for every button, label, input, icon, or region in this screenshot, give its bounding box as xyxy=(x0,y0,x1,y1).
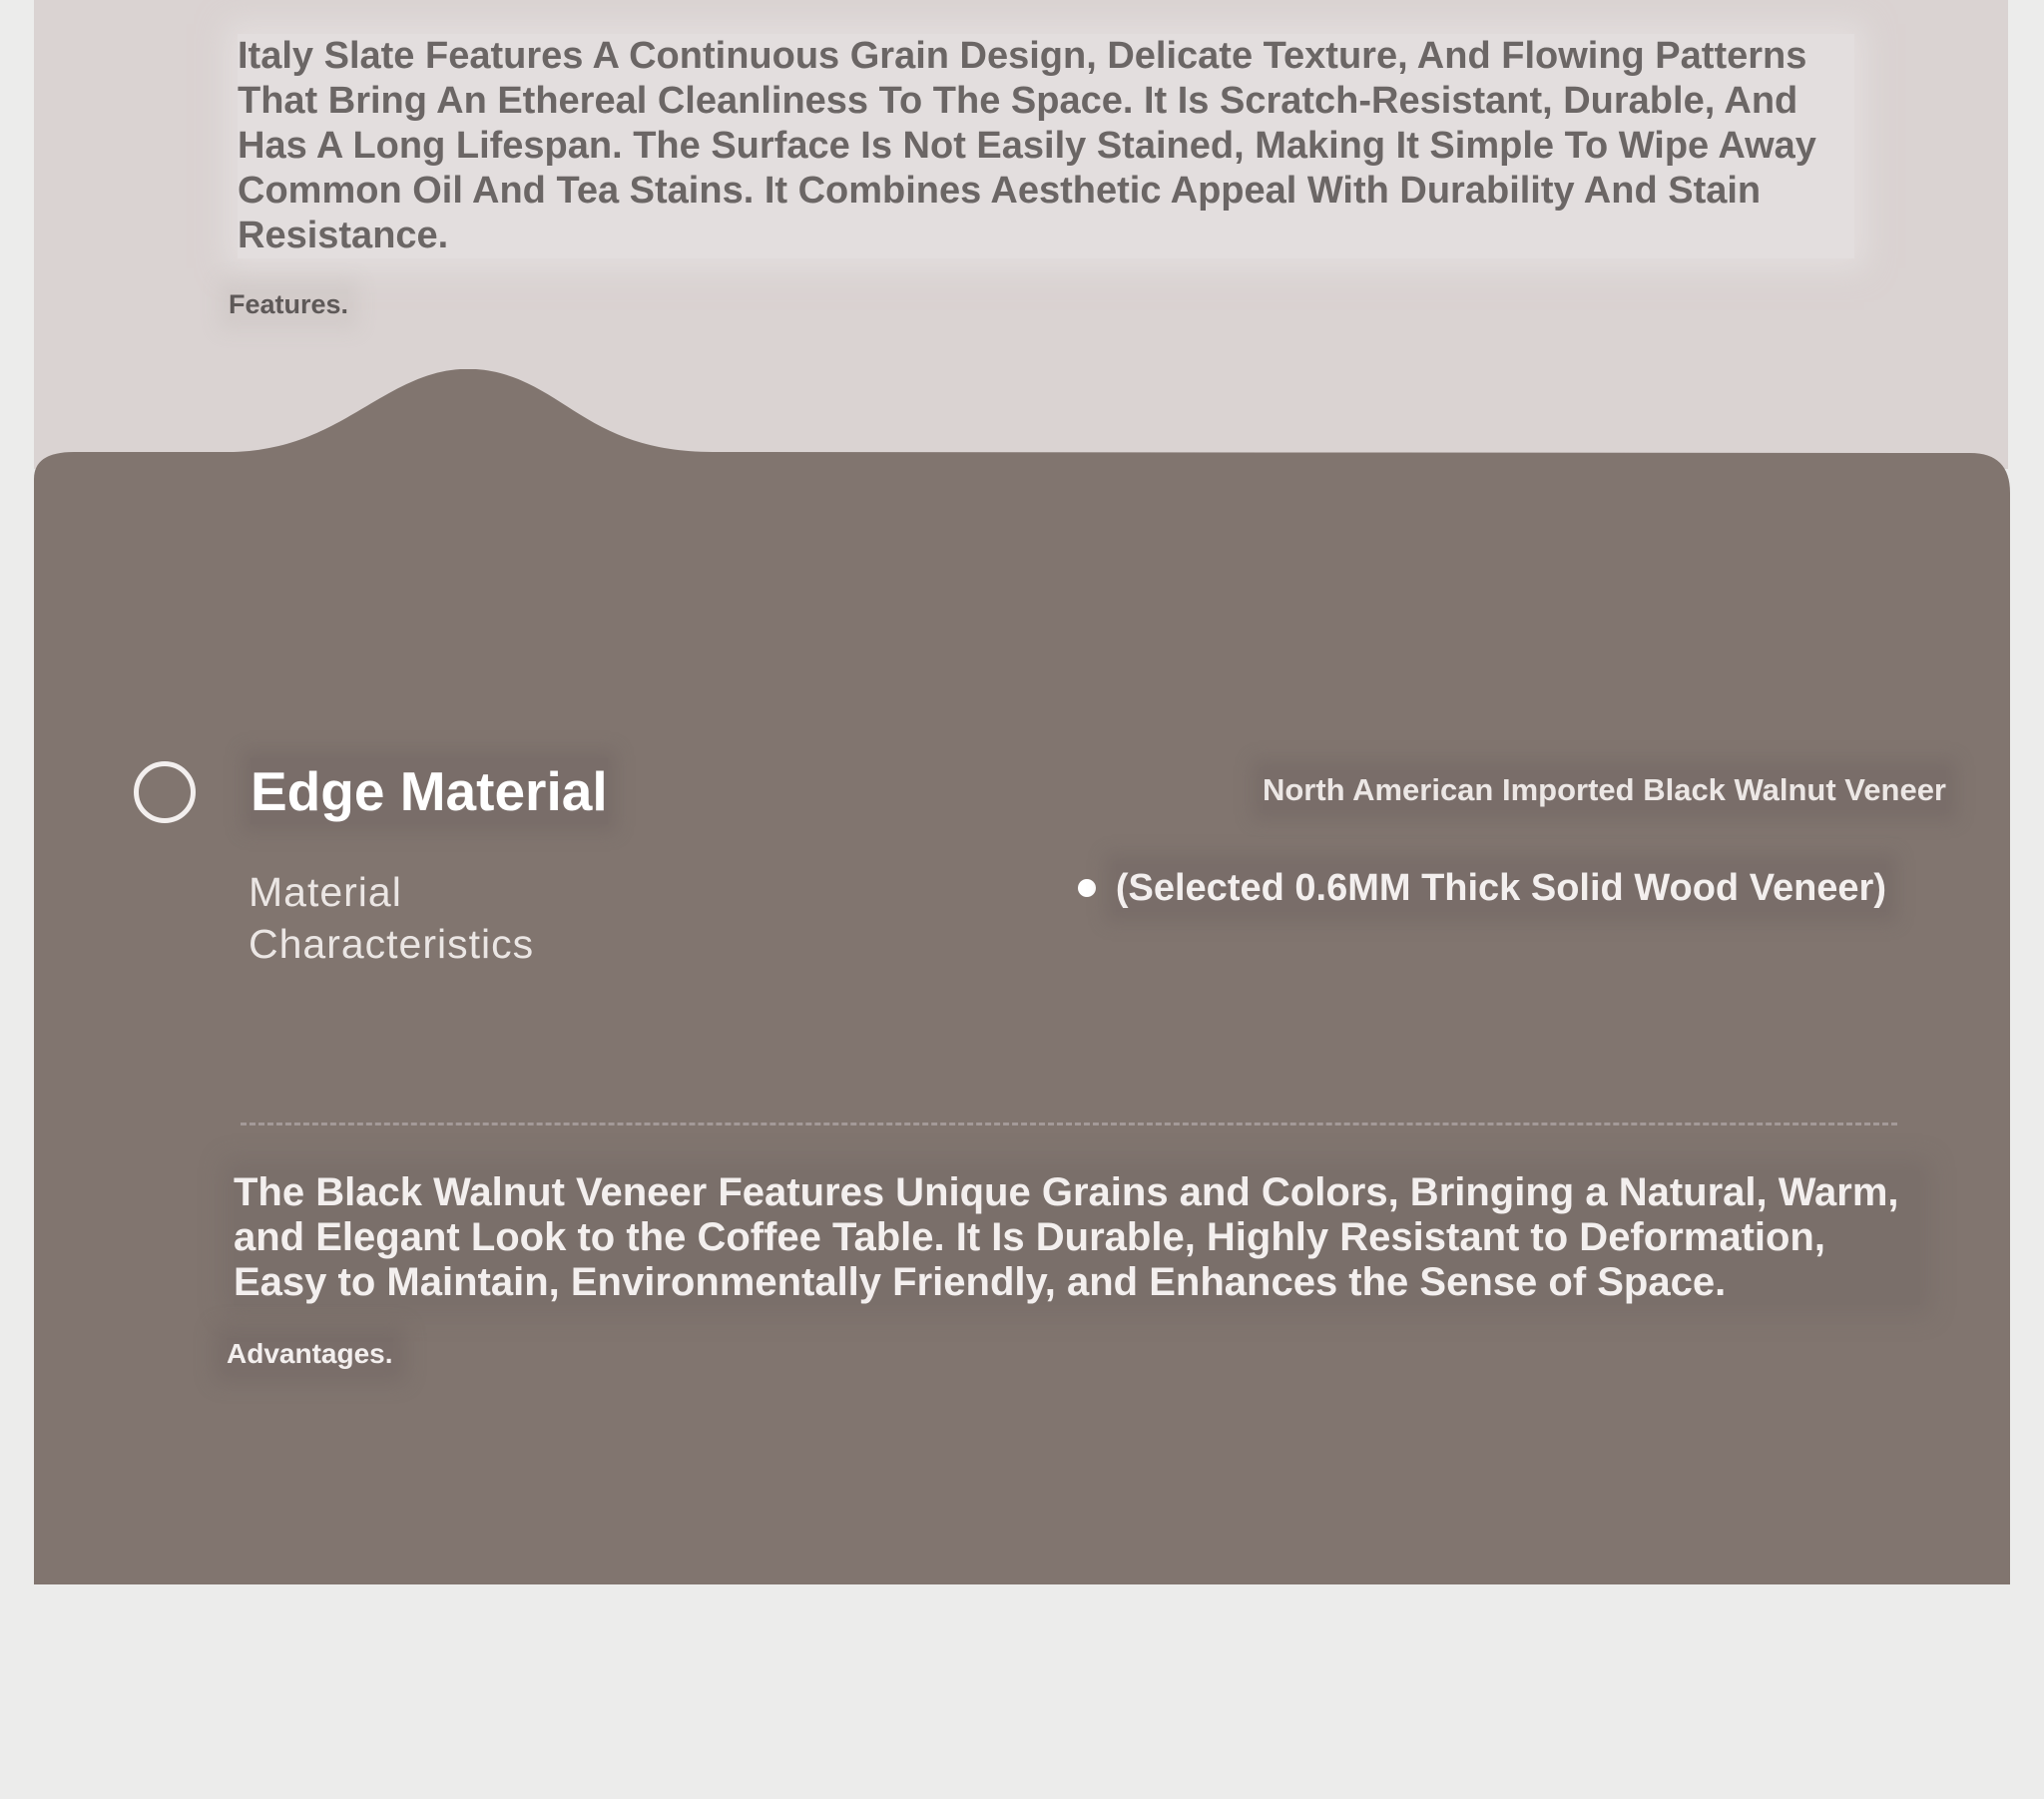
dashed-divider xyxy=(241,1123,1897,1125)
bullet-dot-icon xyxy=(1078,879,1096,897)
brown-wave-shape xyxy=(34,369,2010,1584)
advantages-label: Advantages. xyxy=(227,1338,393,1369)
features-label: Features. xyxy=(229,289,349,319)
veneer-detail-row xyxy=(1078,864,1886,912)
brown-wave-panel xyxy=(34,369,2010,1586)
veneer-name: North American Imported Black Walnut Veneer xyxy=(1263,770,1946,810)
features-description: Italy Slate Features A Continuous Grain Design, Delicate Texture, And Flowing Patterns That Bring An Ethereal Cleanliness To The Space. It Is Scratch-Resistant, Durable, And Has A Long Lifespan. The Surface Is Not Easily Stained, Making It Simple To Wipe Away Common Oil And Tea Stains. It Combines Aesthetic Appeal With Durability And Stain Resistance. xyxy=(238,34,1854,258)
edge-material-title: Edge Material xyxy=(251,760,608,822)
advantages-description: The Black Walnut Veneer Features Unique Grains and Colors, Bringing a Natural, Warm, and Elegant Look to the Coffee Table. It Is Durable, Highly Resistant to Deformation, Easy to Maintain, Environmentally Friendly, and Enhances the Sense of Space. xyxy=(234,1170,1920,1305)
veneer-detail-text: (Selected 0.6MM Thick Solid Wood Veneer) xyxy=(1116,864,1886,912)
material-characteristics-label: Material Characteristics xyxy=(249,869,535,967)
circle-icon xyxy=(134,761,196,823)
